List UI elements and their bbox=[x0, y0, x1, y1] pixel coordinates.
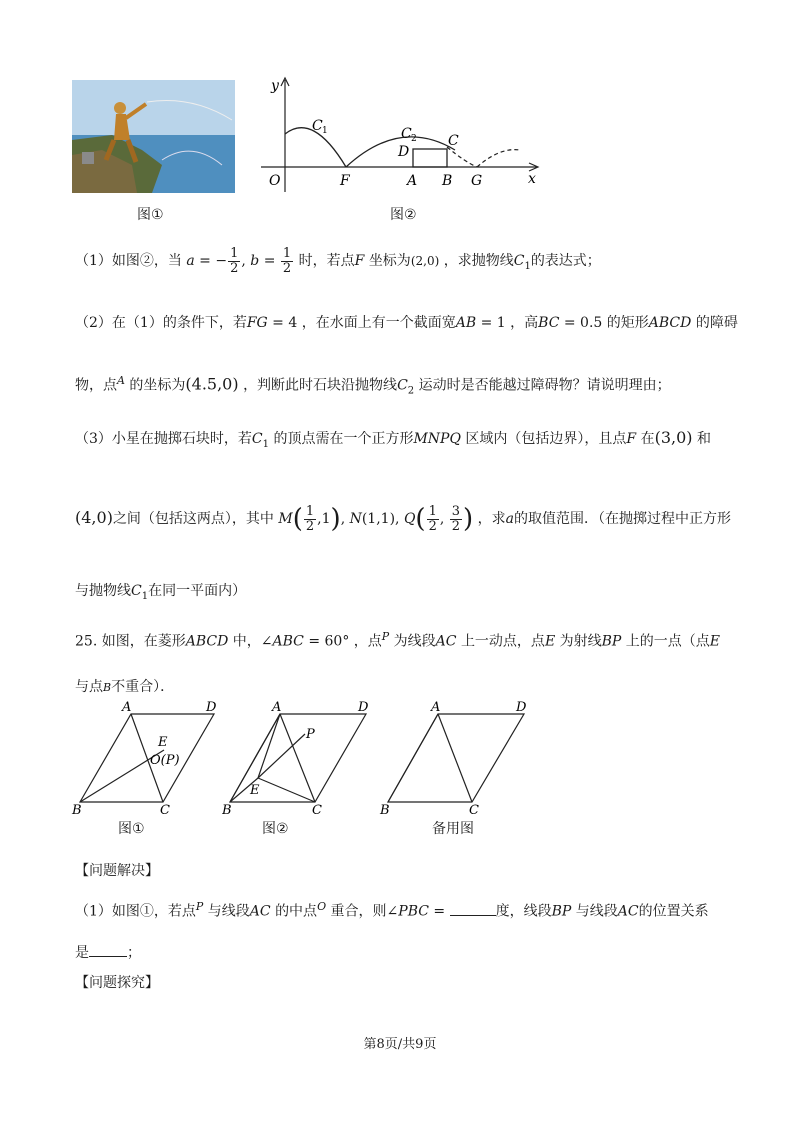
question-1: （1）如图②，当 a = − $\frac{1}{2}$ , b = $\frac{1}{2}$ 时，若点F 坐标为(2,0) ，求抛物线$C_1$的表达式； bbox=[75, 245, 601, 276]
figure-25-3 bbox=[376, 698, 536, 818]
figure-25-3-caption: 备用图 bbox=[432, 821, 474, 837]
fig1-label-a: A bbox=[122, 700, 132, 715]
page-footer: 第8页/共9页 bbox=[363, 1037, 437, 1052]
question-2-line-1: （2）在（1）的条件下，若FG = 4 ，在水面上有一个截面宽AB = 1 ，高BC = 0.5 的矩形ABCD 的障碍 bbox=[75, 315, 738, 331]
fig2-label-c: C bbox=[312, 803, 322, 818]
figure2-graph bbox=[255, 72, 545, 197]
fig2-label-d: D bbox=[358, 700, 369, 715]
label-f: F bbox=[340, 173, 350, 189]
label-y: y bbox=[271, 78, 279, 94]
figure-25-2 bbox=[222, 698, 377, 818]
question-3-line-1: （3）小星在抛掷石块时，若$C_1$ 的顶点需在一个正方形MNPQ 区域内（包括边界），且点F 在(3,0) 和 bbox=[75, 428, 711, 450]
label-b: B bbox=[442, 173, 453, 189]
fig3-label-b: B bbox=[380, 803, 390, 818]
label-c2-sub: 2 bbox=[411, 134, 417, 144]
figure1-image bbox=[72, 80, 235, 193]
question-25-line-1: 25. 如图，在菱形ABCD 中，∠ABC = 60° ，点$^P$ 为线段AC 上一动点，点E 为射线BP 上的一点（点E bbox=[75, 630, 721, 650]
answer-blank-relation[interactable] bbox=[89, 942, 127, 957]
figure-25-1 bbox=[70, 698, 220, 818]
label-d: D bbox=[398, 144, 410, 160]
figure-25-2-caption: 图② bbox=[262, 821, 289, 837]
section-problem-solving: 【问题解决】 bbox=[75, 863, 159, 879]
label-c1-sub: 1 bbox=[322, 126, 328, 136]
label-a: A bbox=[407, 173, 418, 189]
subquestion-1-line-1: （1）如图①，若点$^P$ 与线段AC 的中点$^O$ 重合，则∠PBC = 度，线段BP 与线段AC的位置关系 bbox=[75, 900, 709, 920]
fig3-label-a: A bbox=[431, 700, 441, 715]
rectangle-abcd bbox=[413, 149, 447, 167]
fig1-label-op: O(P) bbox=[150, 753, 180, 768]
label-c1: C bbox=[312, 118, 323, 134]
section-problem-exploration: 【问题探究】 bbox=[75, 975, 159, 991]
question-3-line-2: (4,0)之间（包括这两点），其中 M( $\frac{1}{2}$ ,1), N(1,1), Q( $\frac{1}{2}$ , $\frac{3}{2}$ ) ，求a的取值范围．（在抛掷过程中正方形 bbox=[75, 503, 732, 534]
label-c: C bbox=[448, 133, 459, 149]
label-x: x bbox=[528, 171, 536, 187]
fig3-label-d: D bbox=[516, 700, 527, 715]
question-2-line-2: 物，点$^A$ 的坐标为(4.5,0) ，判断此时石块沿抛物线$C_2$ 运动时是否能越过障碍物？请说明理由； bbox=[75, 374, 671, 397]
fig2-label-b: B bbox=[222, 803, 232, 818]
fig2-label-a: A bbox=[272, 700, 282, 715]
fig1-label-b: B bbox=[72, 803, 82, 818]
label-c2: C bbox=[401, 126, 412, 142]
fig1-label-c: C bbox=[160, 803, 170, 818]
fig3-label-c: C bbox=[469, 803, 479, 818]
label-o: O bbox=[269, 173, 281, 189]
fig2-label-p: P bbox=[306, 727, 315, 742]
question-25-line-2: 与点B不重合）． bbox=[75, 679, 175, 695]
figure-25-1-caption: 图① bbox=[118, 821, 145, 837]
figure1-caption: 图① bbox=[137, 207, 164, 223]
answer-blank-angle[interactable] bbox=[450, 901, 496, 916]
fig1-label-d: D bbox=[206, 700, 217, 715]
fig1-label-e: E bbox=[158, 735, 168, 750]
subquestion-1-line-2: 是 ； bbox=[75, 942, 141, 962]
figure2-caption: 图② bbox=[390, 207, 417, 223]
label-g: G bbox=[471, 173, 483, 189]
fig2-label-e: E bbox=[250, 783, 260, 798]
question-3-line-3: 与抛物线$C_1$在同一平面内） bbox=[75, 583, 247, 602]
